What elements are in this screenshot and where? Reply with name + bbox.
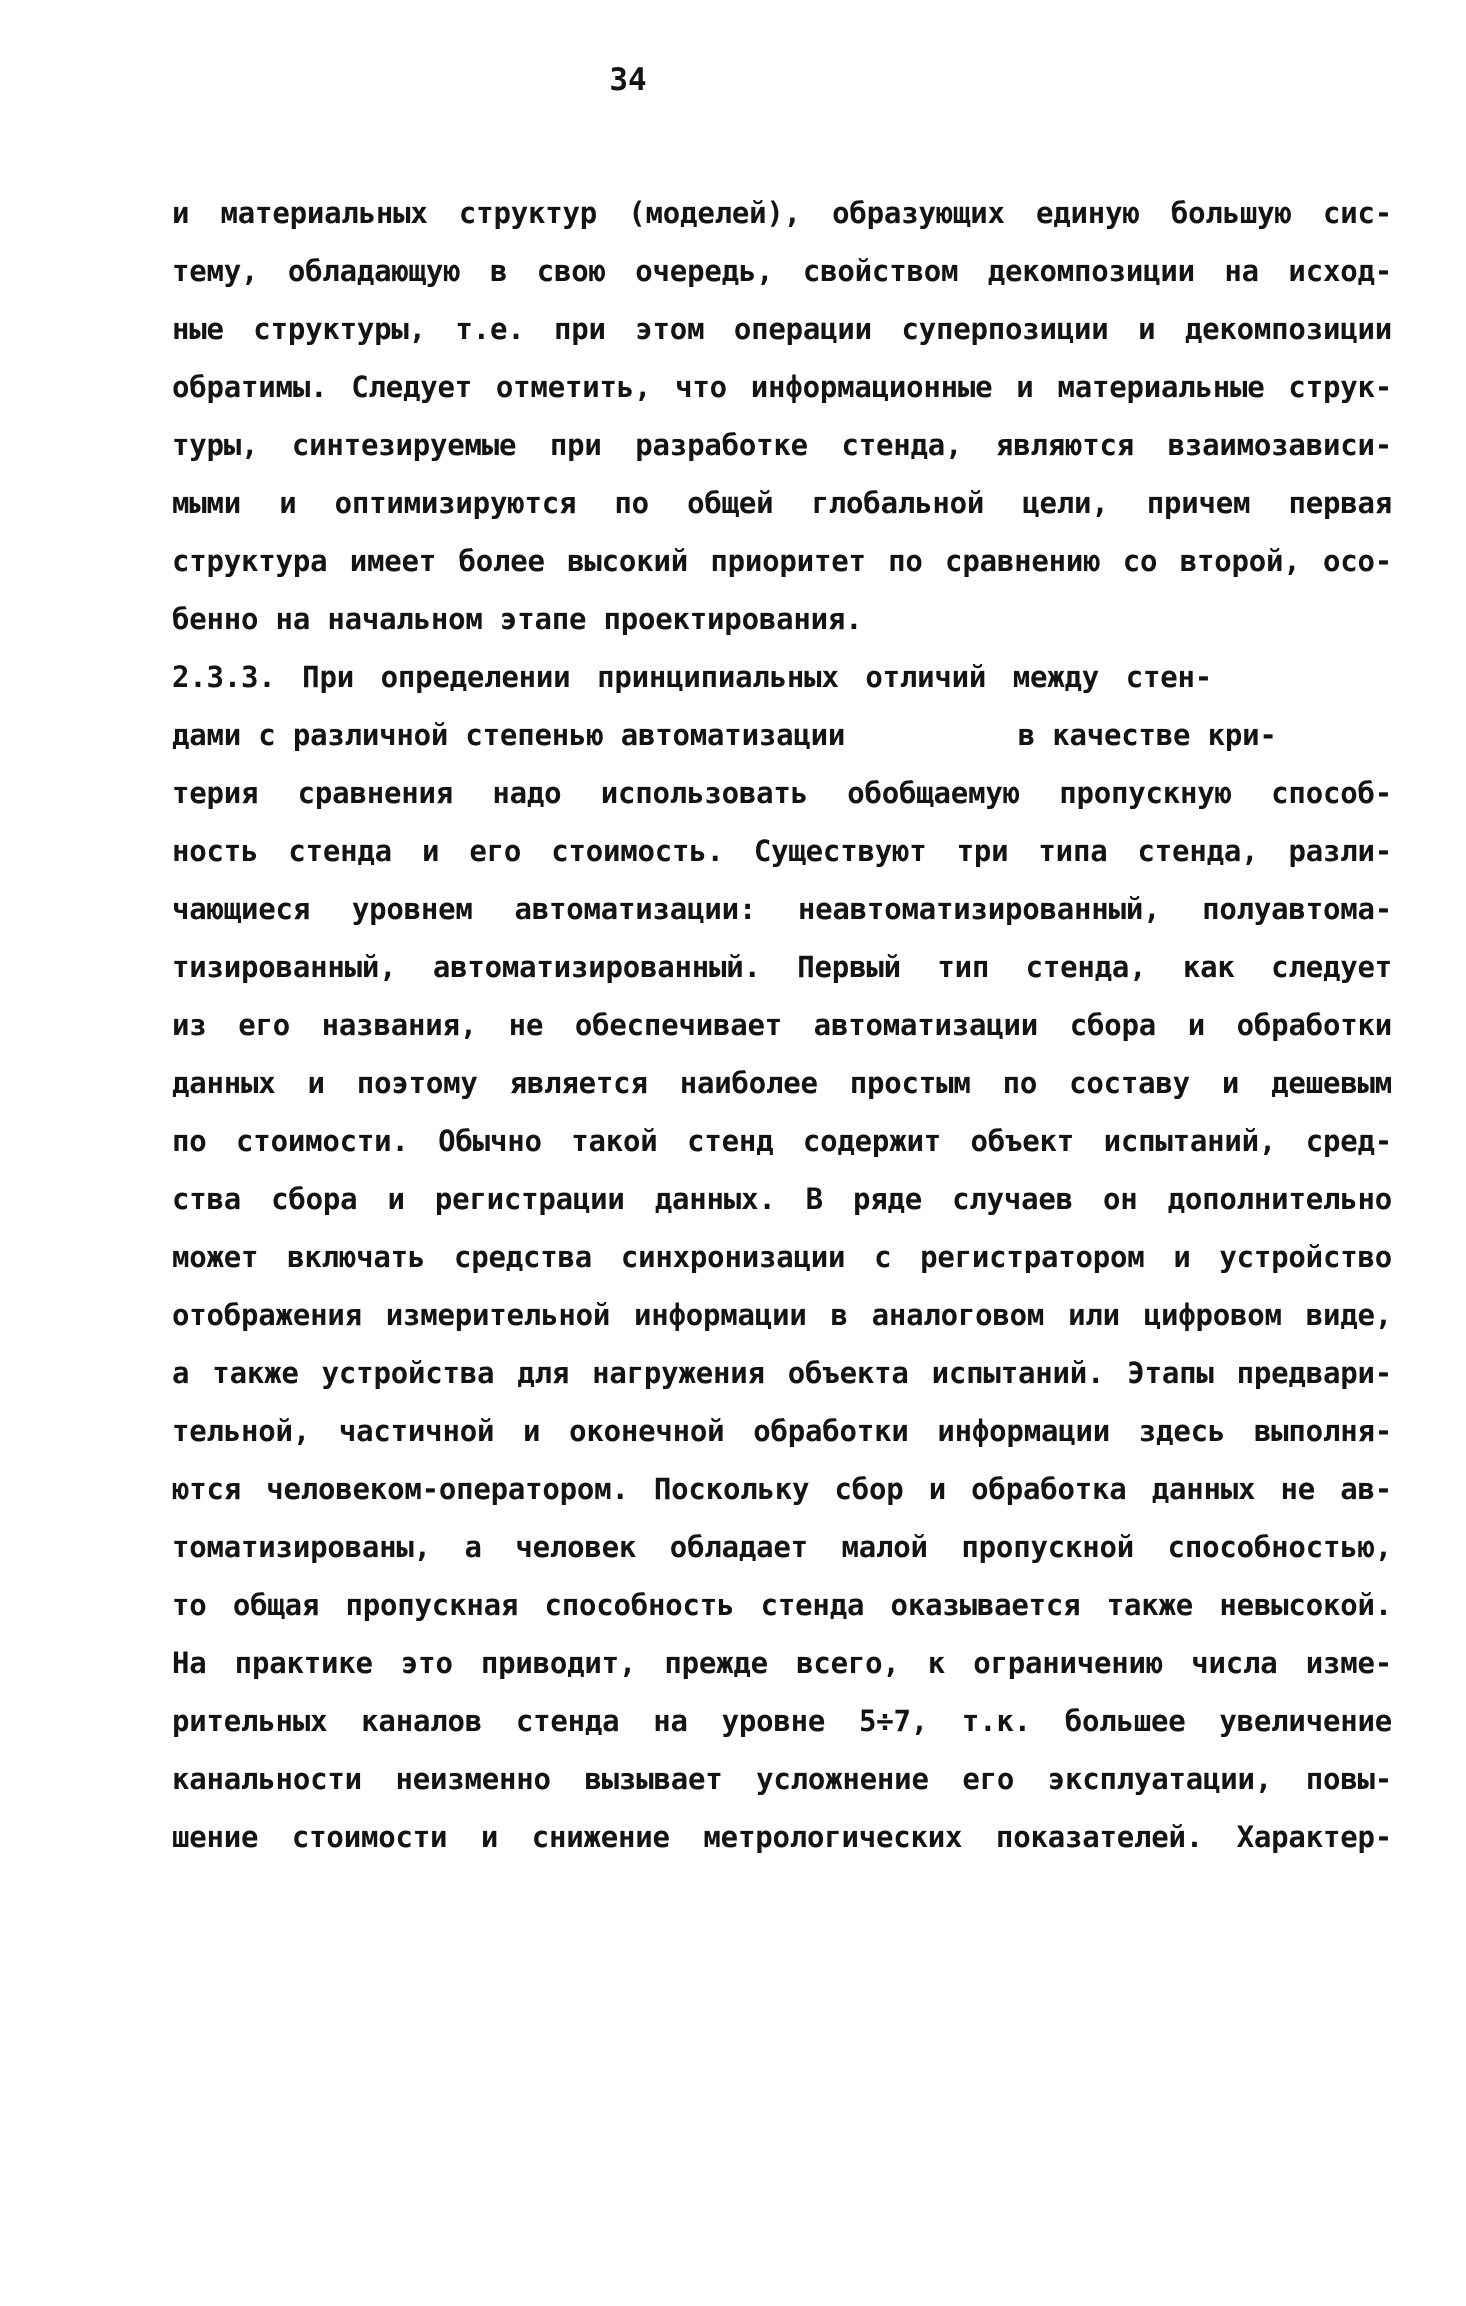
text-line: бенно на начальном этапе проектирования. <box>172 602 863 636</box>
text-line: рительных каналов стенда на уровне 5÷7, т.к. большее увеличение <box>172 1704 1392 1738</box>
text-line: чающиеся уровнем автоматизации: неавтоматизированный, полуавтома- <box>172 892 1392 926</box>
text-line: ются человеком-оператором. Поскольку сбор и обработка данных не ав- <box>172 1472 1392 1506</box>
text-line: ные структуры, т.е. при этом операции суперпозиции и декомпозиции <box>172 312 1392 346</box>
text-line: ность стенда и его стоимость. Существуют три типа стенда, разли- <box>172 834 1392 868</box>
text-line: тизированный, автоматизированный. Первый тип стенда, как следует <box>172 950 1392 984</box>
text-line: На практике это приводит, прежде всего, к ограничению числа изме- <box>172 1646 1392 1680</box>
text-line: терия сравнения надо использовать обобщаемую пропускную способ- <box>172 776 1392 810</box>
text-line: канальности неизменно вызывает усложнение его эксплуатации, повы- <box>172 1762 1392 1796</box>
section-heading-line: 2.3.3. При определении принципиальных отличий между стен- <box>172 660 1212 694</box>
text-line: данных и поэтому является наиболее простым по составу и дешевым <box>172 1066 1392 1100</box>
text-line: ства сбора и регистрации данных. В ряде случаев он дополнительно <box>172 1182 1392 1216</box>
text-line: а также устройства для нагружения объекта испытаний. Этапы предвари- <box>172 1356 1392 1390</box>
text-line: тему, обладающую в свою очередь, свойством декомпозиции на исход- <box>172 254 1392 288</box>
text-line: мыми и оптимизируются по общей глобальной цели, причем первая <box>172 486 1392 520</box>
text-line: из его названия, не обеспечивает автоматизации сбора и обработки <box>172 1008 1392 1042</box>
text-line: структура имеет более высокий приоритет по сравнению со второй, осо- <box>172 544 1392 578</box>
page-number: 34 <box>609 62 647 98</box>
text-line: шение стоимости и снижение метрологических показателей. Характер- <box>172 1820 1392 1854</box>
text-line: тельной, частичной и оконечной обработки информации здесь выполня- <box>172 1414 1392 1448</box>
text-line: туры, синтезируемые при разработке стенда, являются взаимозависи- <box>172 428 1392 462</box>
text-line: обратимы. Следует отметить, что информационные и материальные струк- <box>172 370 1392 404</box>
text-line: томатизированы, а человек обладает малой пропускной способностью, <box>172 1530 1392 1564</box>
text-line: то общая пропускная способность стенда оказывается также невысокой. <box>172 1588 1392 1622</box>
text-line: может включать средства синхронизации с регистратором и устройство <box>172 1240 1392 1274</box>
text-line: по стоимости. Обычно такой стенд содержит объект испытаний, сред- <box>172 1124 1392 1158</box>
text-line: и материальных структур (моделей), образующих единую большую сис- <box>172 196 1392 230</box>
text-line: дами с различной степенью автоматизации в качестве кри- <box>172 718 1277 752</box>
text-line: отображения измерительной информации в аналоговом или цифровом виде, <box>172 1298 1392 1332</box>
body-text <box>172 184 1392 1866</box>
